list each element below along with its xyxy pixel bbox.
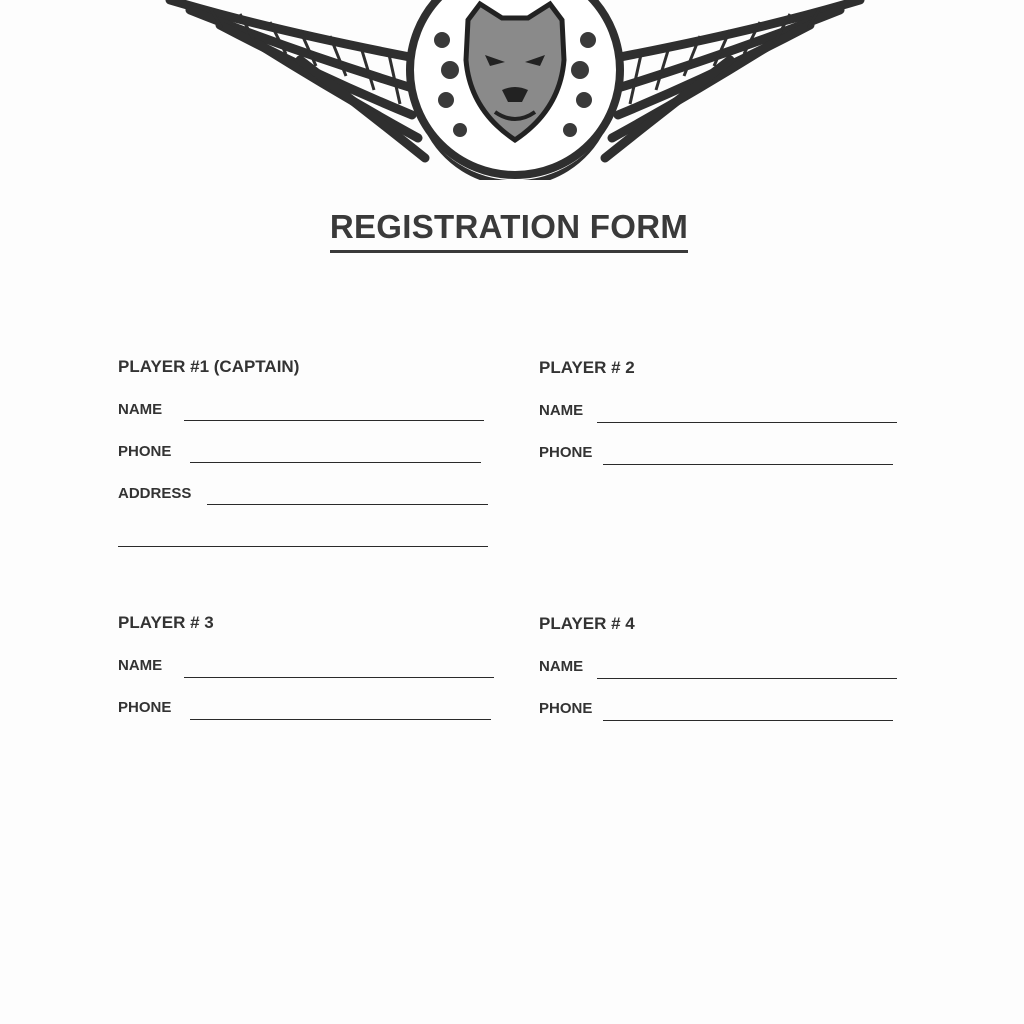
player-1-phone-field[interactable]	[190, 446, 481, 463]
player-1-name-label: NAME	[118, 401, 163, 418]
player-4-phone-field[interactable]	[603, 704, 893, 721]
player-4-heading: PLAYER # 4	[539, 614, 635, 633]
player-2-name-label: NAME	[539, 402, 584, 419]
player-1-address-line2-field[interactable]	[118, 530, 488, 547]
player-3-phone-label: PHONE	[118, 699, 172, 716]
player-3-name-field[interactable]	[184, 661, 494, 678]
player-2-heading: PLAYER # 2	[539, 358, 635, 377]
player-1-phone-label: PHONE	[118, 443, 172, 460]
player-1-heading: PLAYER #1 (CAPTAIN)	[118, 357, 300, 376]
player-4-name-label: NAME	[539, 658, 584, 675]
player-3-heading: PLAYER # 3	[118, 613, 214, 632]
player-3-name-label: NAME	[118, 657, 163, 674]
player-3-phone-field[interactable]	[190, 703, 491, 720]
player-1-address-label: ADDRESS	[118, 485, 192, 502]
right-wing-icon	[605, 0, 860, 158]
player-2-phone-field[interactable]	[603, 448, 893, 465]
winged-panther-logo-icon	[150, 0, 880, 180]
player-1-address-field[interactable]	[207, 488, 488, 505]
player-4-phone-label: PHONE	[539, 700, 593, 717]
player-1-name-field[interactable]	[184, 404, 484, 421]
form-title-text: REGISTRATION FORM	[330, 208, 688, 253]
left-wing-icon	[170, 0, 425, 158]
player-2-name-field[interactable]	[597, 406, 897, 423]
player-2-phone-label: PHONE	[539, 444, 593, 461]
player-4-name-field[interactable]	[597, 662, 897, 679]
form-title	[0, 208, 1018, 253]
